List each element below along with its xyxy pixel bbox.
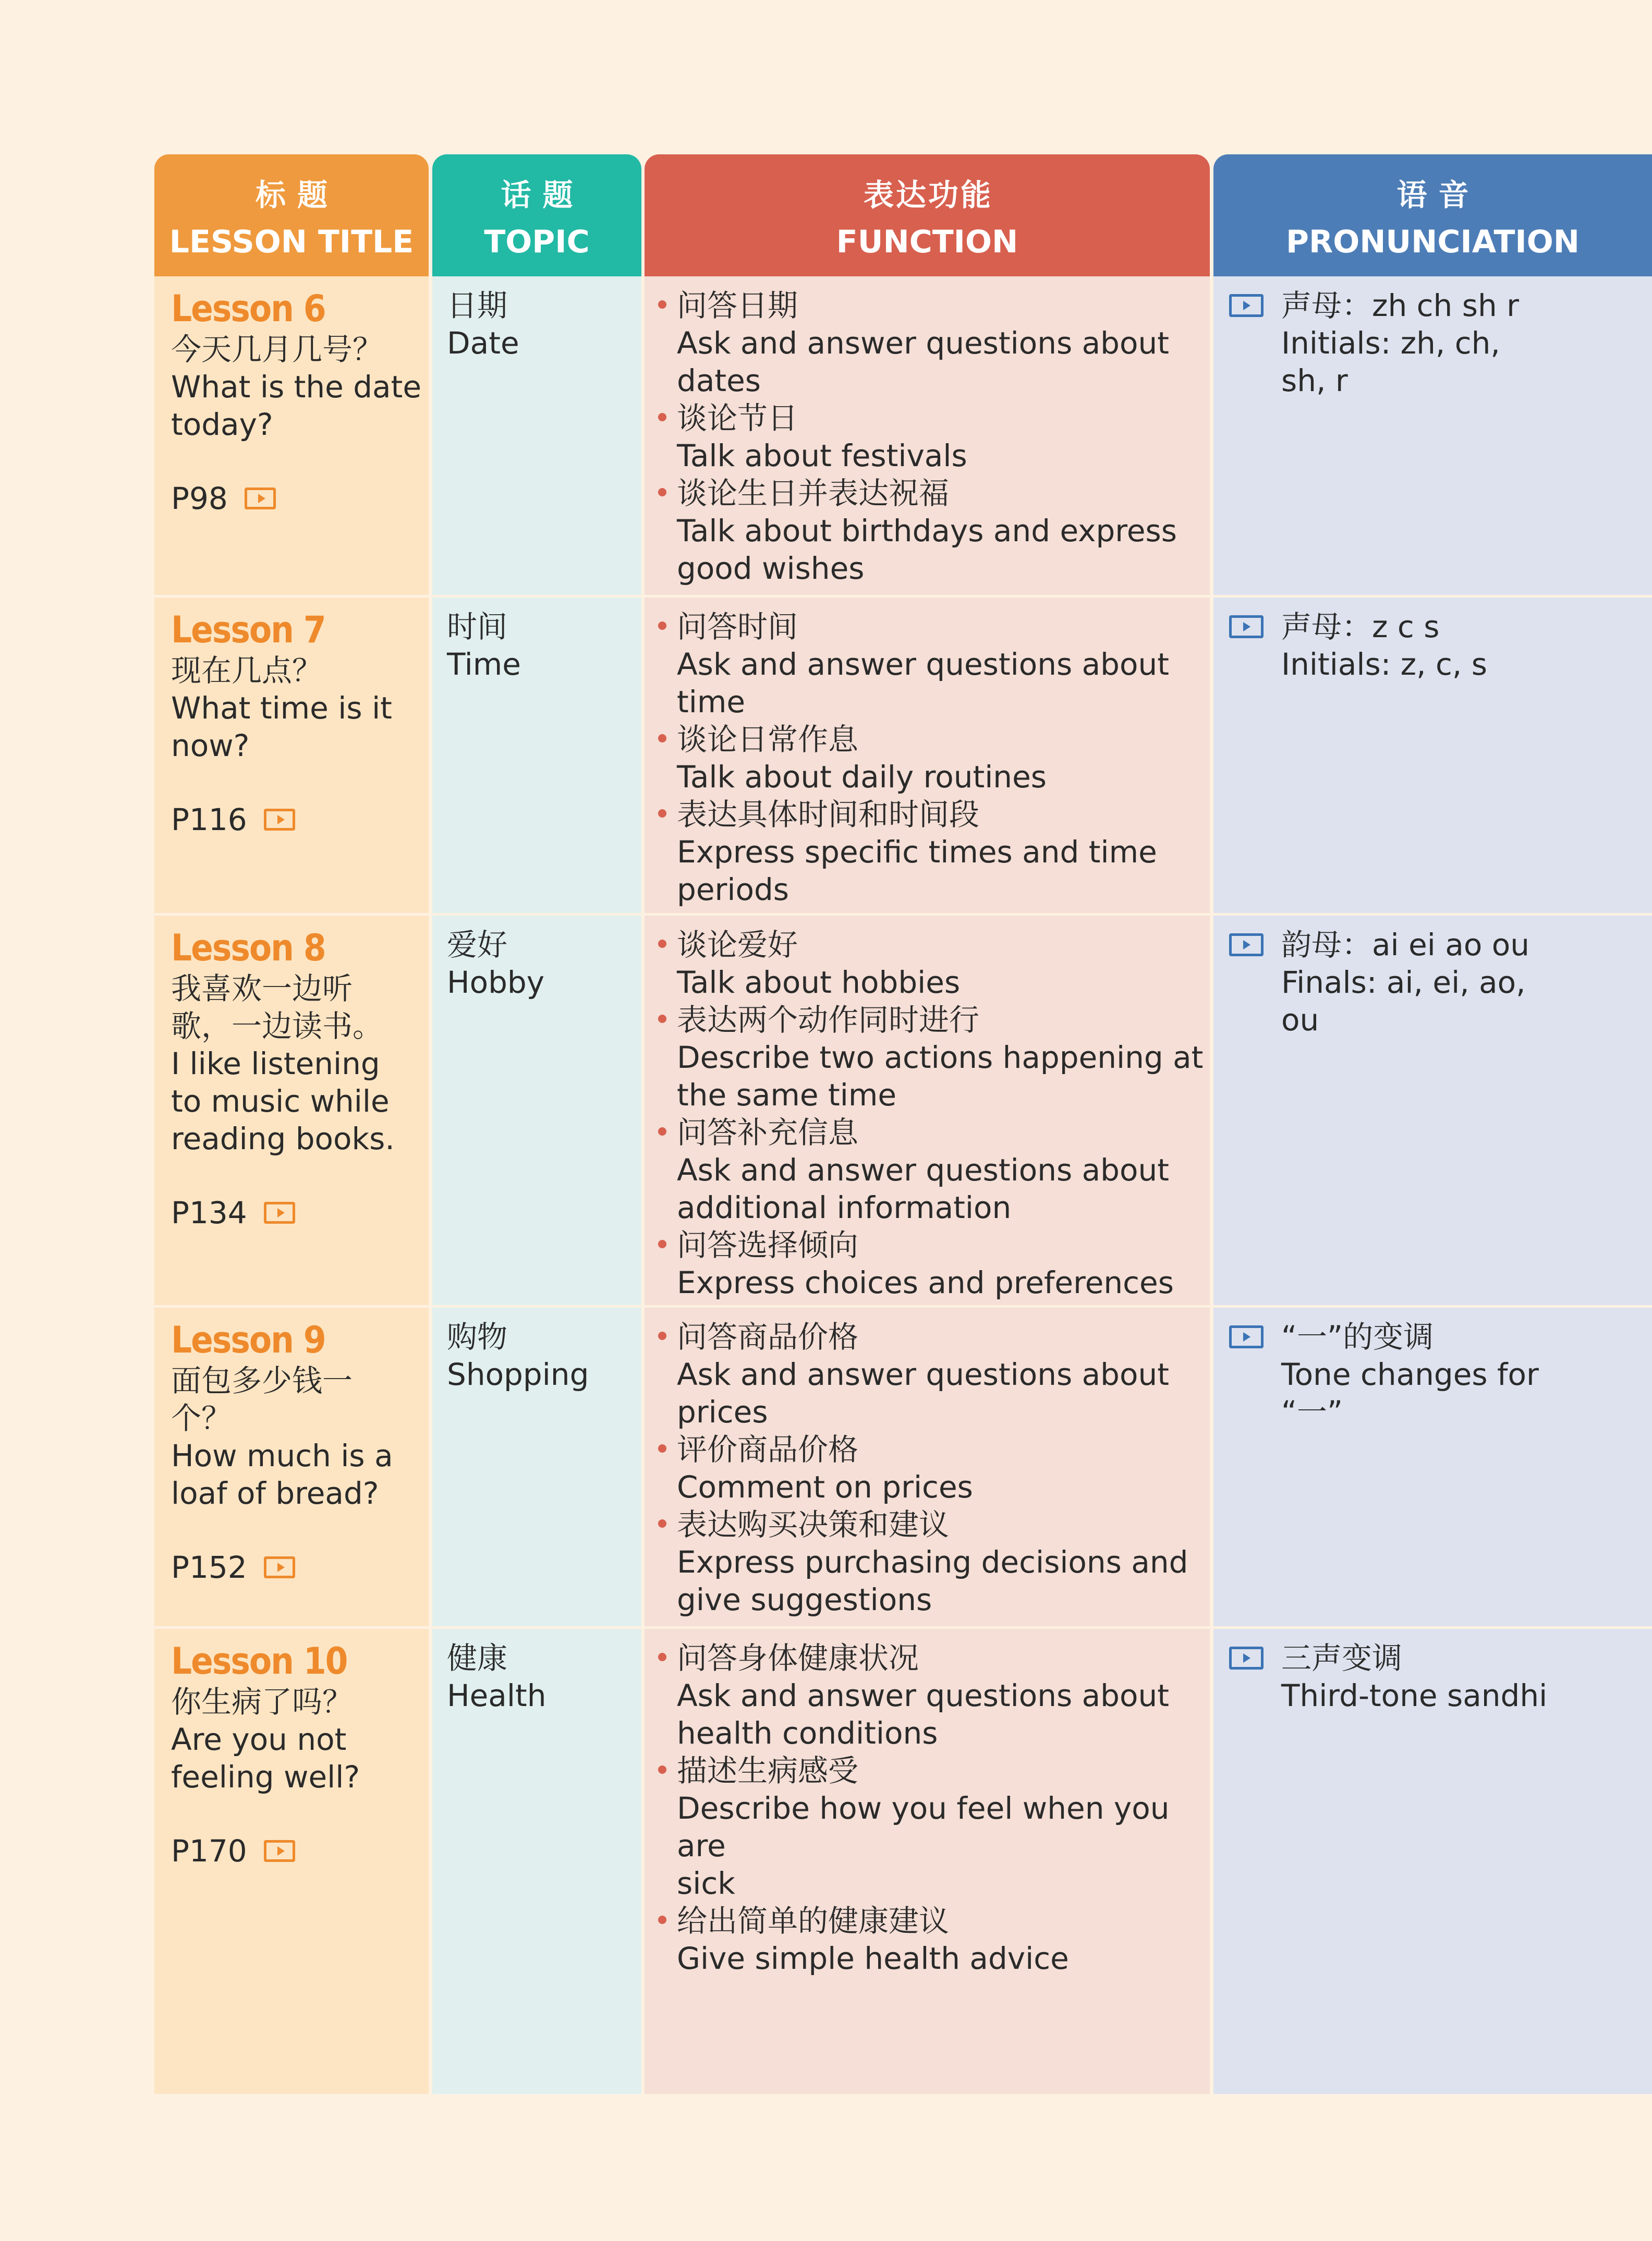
function-en-line: Ask and answer questions about — [677, 1357, 1169, 1392]
function-item — [645, 287, 1210, 399]
lesson-label: Lesson 10 — [171, 1640, 347, 1683]
page-number: P134 — [171, 1195, 247, 1231]
lesson-9-pronunciation-cell — [1213, 1308, 1652, 1626]
lesson-title-zh-line: 个？ — [171, 1400, 232, 1436]
function-item — [645, 1226, 1210, 1301]
lesson-label: Lesson 8 — [171, 927, 325, 969]
video-play-icon[interactable] — [264, 1556, 295, 1578]
pronunciation-line: 声母：zh ch sh r — [1281, 288, 1519, 323]
pronunciation-line: 韵母：ai ei ao ou — [1281, 927, 1530, 963]
function-en-line: Talk about festivals — [677, 438, 967, 473]
lesson-title-en-line: now? — [171, 728, 250, 763]
lesson-title-en-line: What time is it — [171, 690, 392, 726]
function-en-line: good wishes — [677, 551, 865, 586]
lesson-10-topic-cell — [432, 1629, 641, 2094]
function-zh: 描述生病感受 — [677, 1753, 859, 1788]
function-en-line: Ask and answer questions about time — [677, 647, 1169, 720]
lesson-title-en-line: I like listening — [171, 1046, 380, 1081]
function-item — [645, 399, 1210, 474]
function-en-line: Express specific times and time — [677, 834, 1157, 870]
header-topic — [432, 154, 641, 276]
video-play-icon[interactable] — [264, 809, 295, 831]
audio-play-icon[interactable] — [1229, 615, 1264, 638]
header-topic-zh: 话题 — [501, 177, 585, 213]
lesson-title-en-line: How much is a — [171, 1438, 393, 1473]
lesson-6-pronunciation-cell — [1213, 276, 1652, 595]
lesson-page-link[interactable] — [171, 1194, 429, 1232]
video-play-icon[interactable] — [264, 1840, 295, 1862]
function-en-line: Ask and answer questions about — [677, 325, 1169, 361]
lesson-title-zh: 你生病了吗？ — [171, 1684, 353, 1720]
lesson-7-pronunciation-cell — [1213, 598, 1652, 913]
function-zh: 表达购买决策和建议 — [677, 1507, 950, 1542]
lesson-page-link[interactable] — [171, 801, 429, 838]
function-zh: 谈论节日 — [677, 400, 798, 436]
function-en-line: Ask and answer questions about — [677, 1152, 1169, 1188]
audio-play-icon[interactable] — [1229, 294, 1264, 317]
function-en-line: Ask and answer questions about — [677, 1678, 1169, 1713]
lesson-title-en-line: reading books. — [171, 1121, 395, 1156]
function-zh: 问答商品价格 — [677, 1319, 859, 1355]
topic-zh: 时间 — [447, 609, 508, 644]
function-en-line: Talk about hobbies — [677, 965, 961, 1000]
pronunciation-line: sh, r — [1281, 363, 1348, 398]
lesson-title-zh-line: 我喜欢一边听 — [171, 971, 353, 1006]
pronunciation-line: “一”的变调 — [1281, 1319, 1434, 1355]
audio-play-icon[interactable] — [1229, 933, 1264, 956]
function-item — [645, 1431, 1210, 1506]
pronunciation-entry — [1229, 287, 1652, 399]
function-item — [645, 1752, 1210, 1902]
header-function-zh: 表达功能 — [863, 177, 993, 213]
function-en-line: Comment on prices — [677, 1469, 973, 1505]
lesson-9-function-cell — [645, 1308, 1210, 1626]
lesson-7-function-cell — [645, 598, 1210, 913]
function-zh: 给出简单的健康建议 — [677, 1903, 950, 1939]
function-item — [645, 1902, 1210, 1977]
audio-play-icon[interactable] — [1229, 1325, 1264, 1348]
lesson-title-en-line: today? — [171, 407, 273, 442]
header-function-en: FUNCTION — [836, 224, 1018, 260]
lesson-6-function-cell — [645, 276, 1210, 595]
pronunciation-line: 三声变调 — [1281, 1640, 1403, 1676]
function-en-line: Give simple health advice — [677, 1941, 1069, 1976]
function-zh: 问答身体健康状况 — [677, 1640, 919, 1676]
lesson-10-pronunciation-cell — [1213, 1629, 1652, 2094]
pronunciation-line: ou — [1281, 1002, 1319, 1038]
header-topic-en: TOPIC — [484, 224, 590, 260]
lesson-title-zh: 现在几点？ — [171, 653, 323, 688]
function-zh: 问答选择倾向 — [677, 1227, 859, 1263]
function-en-line: dates — [677, 363, 761, 398]
topic-zh: 购物 — [447, 1319, 508, 1355]
function-zh: 谈论爱好 — [677, 927, 798, 963]
function-item — [645, 608, 1210, 721]
lesson-8-pronunciation-cell — [1213, 916, 1652, 1305]
function-item — [645, 721, 1210, 796]
header-function — [645, 154, 1210, 276]
lesson-7-topic-cell — [432, 598, 641, 913]
function-zh: 问答时间 — [677, 609, 798, 644]
function-en-line: Talk about birthdays and express — [677, 513, 1177, 549]
page-number: P152 — [171, 1550, 247, 1585]
function-en-line: prices — [677, 1394, 768, 1430]
pronunciation-line: Initials: z, c, s — [1281, 647, 1487, 682]
pronunciation-entry — [1229, 1318, 1652, 1431]
function-item — [645, 1001, 1210, 1114]
lesson-9-title-cell — [154, 1308, 429, 1626]
function-item — [645, 1639, 1210, 1752]
topic-zh: 日期 — [447, 288, 508, 323]
function-item — [645, 926, 1210, 1001]
function-zh: 问答补充信息 — [677, 1115, 859, 1150]
function-item — [645, 796, 1210, 908]
topic-zh: 爱好 — [447, 927, 508, 963]
pronunciation-line: Finals: ai, ei, ao, — [1281, 965, 1526, 1000]
header-lesson-title — [154, 154, 429, 276]
function-item — [645, 1506, 1210, 1618]
pronunciation-line: “一” — [1281, 1394, 1343, 1430]
lesson-8-title-cell — [154, 916, 429, 1305]
lesson-8-function-cell — [645, 916, 1210, 1305]
lesson-label: Lesson 9 — [171, 1319, 325, 1361]
pronunciation-line: 声母：z c s — [1281, 609, 1440, 644]
lesson-9-topic-cell — [432, 1308, 641, 1626]
function-en-line: sick — [677, 1866, 735, 1901]
topic-en: Hobby — [447, 965, 545, 1000]
lesson-title-zh-line: 歌，一边读书。 — [171, 1008, 383, 1044]
lesson-title-en-line: What is the date — [171, 369, 422, 405]
topic-en: Health — [447, 1678, 546, 1713]
lesson-title-en-line: to music while — [171, 1083, 390, 1119]
page-number: P170 — [171, 1833, 247, 1869]
video-play-icon[interactable] — [245, 488, 276, 509]
function-zh: 问答日期 — [677, 288, 798, 323]
lesson-title-en-line: feeling well? — [171, 1759, 360, 1795]
function-zh: 评价商品价格 — [677, 1432, 859, 1467]
lesson-8-topic-cell — [432, 916, 641, 1305]
page-number: P98 — [171, 481, 228, 516]
topic-en: Shopping — [447, 1357, 589, 1392]
lesson-title-en-line: Are you not — [171, 1722, 347, 1757]
topic-en: Date — [447, 325, 519, 361]
function-item — [645, 1318, 1210, 1431]
header-pronunciation-en: PRONUNCIATION — [1286, 224, 1580, 260]
lesson-7-title-cell — [154, 598, 429, 913]
topic-zh: 健康 — [447, 1640, 508, 1676]
audio-play-icon[interactable] — [1229, 1647, 1264, 1670]
function-zh: 表达两个动作同时进行 — [677, 1002, 980, 1038]
function-item — [645, 1114, 1210, 1226]
function-en-line: health conditions — [677, 1715, 938, 1751]
function-en-line: Express purchasing decisions and — [677, 1544, 1188, 1580]
function-en-line: additional information — [677, 1190, 1012, 1225]
pronunciation-line: Initials: zh, ch, — [1281, 325, 1500, 361]
header-title-zh: 标题 — [255, 177, 339, 213]
lesson-6-title-cell — [154, 276, 429, 595]
lesson-page-link[interactable] — [171, 1549, 429, 1586]
pronunciation-line: Third-tone sandhi — [1281, 1678, 1548, 1713]
pronunciation-entry — [1229, 926, 1652, 1039]
page-number: P116 — [171, 802, 247, 837]
lesson-page-link[interactable] — [171, 1832, 429, 1870]
function-zh: 谈论生日并表达祝福 — [677, 476, 950, 511]
lesson-title-en-line: loaf of bread? — [171, 1476, 379, 1511]
lesson-10-function-cell — [645, 1629, 1210, 2094]
function-en-line: the same time — [677, 1077, 897, 1113]
function-en-line: Talk about daily routines — [677, 759, 1047, 795]
function-zh: 谈论日常作息 — [677, 722, 859, 757]
function-en-line: Describe two actions happening at — [677, 1040, 1204, 1075]
function-en-line: give suggestions — [677, 1582, 932, 1617]
header-pronunciation — [1213, 154, 1652, 276]
lesson-title-zh: 今天几月几号？ — [171, 332, 383, 367]
function-item — [645, 474, 1210, 587]
lesson-page-link[interactable] — [171, 480, 429, 517]
lesson-label: Lesson 6 — [171, 287, 325, 330]
function-en-line: Express choices and preferences — [677, 1265, 1174, 1300]
function-en-line: periods — [677, 872, 789, 907]
header-pronunciation-zh: 语音 — [1396, 177, 1480, 213]
lesson-title-zh-line: 面包多少钱一 — [171, 1363, 353, 1398]
function-en-line: Describe how you feel when you are — [677, 1791, 1170, 1864]
header-title-en: LESSON TITLE — [169, 224, 414, 260]
pronunciation-entry — [1229, 1639, 1652, 1714]
lesson-label: Lesson 7 — [171, 608, 325, 651]
pronunciation-line: Tone changes for — [1281, 1357, 1539, 1392]
function-zh: 表达具体时间和时间段 — [677, 797, 980, 832]
lesson-6-topic-cell — [432, 276, 641, 595]
pronunciation-entry — [1229, 608, 1652, 683]
lesson-10-title-cell — [154, 1629, 429, 2094]
video-play-icon[interactable] — [264, 1202, 295, 1224]
topic-en: Time — [447, 647, 521, 682]
